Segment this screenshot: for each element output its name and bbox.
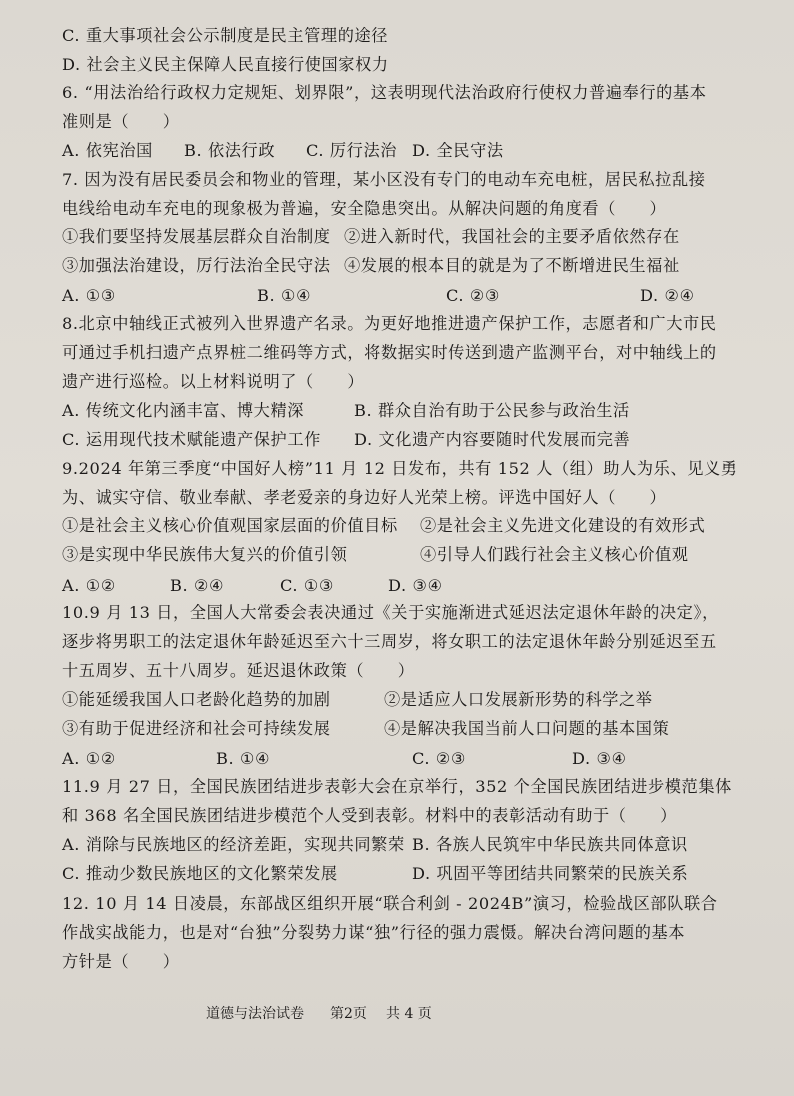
q5-option-d: D. 社会主义民主保障人民直接行使国家权力: [62, 55, 389, 74]
q7-item-1: ①我们要坚持发展基层群众自治制度: [62, 227, 331, 246]
q9-item-3: ③是实现中华民族伟大复兴的价值引领: [62, 545, 348, 564]
q8-stem-line1: 8.北京中轴线正式被列入世界遗产名录。为更好地推进遗产保护工作，志愿者和广大市民: [62, 314, 717, 333]
q9-option-b: B. ②④: [170, 576, 225, 595]
q11-option-a: A. 消除与民族地区的经济差距，实现共同繁荣: [62, 835, 405, 854]
q10-item-2: ②是适应人口发展新形势的科学之举: [384, 690, 653, 709]
q6-option-c: C. 厉行法治: [306, 141, 398, 160]
q10-option-c: C. ②③: [412, 749, 467, 768]
q7-stem-line1: 7. 因为没有居民委员会和物业的管理，某小区没有专门的电动车充电桩，居民私拉乱接: [62, 170, 706, 189]
q10-item-3: ③有助于促进经济和社会可持续发展: [62, 719, 331, 738]
q12-stem-line2: 作战实战能力，也是对“台独”分裂势力谋“独”行径的强力震慑。解决台湾问题的基本: [62, 923, 686, 942]
q8-option-c: C. 运用现代技术赋能遗产保护工作: [62, 430, 321, 449]
q6-option-d: D. 全民守法: [412, 141, 504, 160]
footer-page-number: 第2页: [330, 1006, 367, 1022]
q11-option-b: B. 各族人民筑牢中华民族共同体意识: [412, 835, 688, 854]
q10-item-1: ①能延缓我国人口老龄化趋势的加剧: [62, 690, 331, 709]
q7-option-b: B. ①④: [257, 286, 312, 305]
q8-option-a: A. 传统文化内涵丰富、博大精深: [62, 401, 305, 420]
q12-stem-line3: 方针是（ ）: [62, 952, 180, 971]
q6-stem-line2: 准则是（ ）: [62, 112, 180, 131]
q8-stem-line3: 遗产进行巡检。以上材料说明了（ ）: [62, 372, 365, 391]
q9-item-4: ④引导人们践行社会主义核心价值观: [420, 545, 689, 564]
q7-item-2: ②进入新时代，我国社会的主要矛盾依然存在: [344, 227, 680, 246]
q7-stem-line2: 电线给电动车充电的现象极为普遍，安全隐患突出。从解决问题的角度看（ ）: [62, 199, 667, 218]
q10-stem-line2: 逐步将男职工的法定退休年龄延迟至六十三周岁，将女职工的法定退休年龄分别延迟至五: [62, 632, 717, 651]
q5-option-c: C. 重大事项社会公示制度是民主管理的途径: [62, 26, 389, 45]
q11-stem-line1: 11.9 月 27 日，全国民族团结进步表彰大会在京举行，352 个全国民族团结进步模范集体: [62, 777, 732, 796]
q6-stem-line1: 6. “用法治给行政权力定规矩、划界限”，这表明现代法治政府行使权力普遍奉行的基本: [62, 83, 707, 102]
q7-option-d: D. ②④: [640, 286, 695, 305]
q12-stem-line1: 12. 10 月 14 日凌晨，东部战区组织开展“联合利剑 - 2024B”演习，检验战区部队联合: [62, 894, 718, 913]
q10-item-4: ④是解决我国当前人口问题的基本国策: [384, 719, 670, 738]
q9-option-d: D. ③④: [388, 576, 443, 595]
q9-option-c: C. ①③: [280, 576, 335, 595]
q10-option-a: A. ①②: [62, 749, 117, 768]
q8-stem-line2: 可通过手机扫遗产点界桩二维码等方式，将数据实时传送到遗产监测平台，对中轴线上的: [62, 343, 717, 362]
q11-stem-line2: 和 368 名全国民族团结进步模范个人受到表彰。材料中的表彰活动有助于（ ）: [62, 806, 677, 825]
footer-total-pages: 共 4 页: [386, 1006, 432, 1022]
q7-option-c: C. ②③: [446, 286, 501, 305]
q9-item-1: ①是社会主义核心价值观国家层面的价值目标: [62, 516, 398, 535]
q8-option-d: D. 文化遗产内容要随时代发展而完善: [354, 430, 631, 449]
q9-option-a: A. ①②: [62, 576, 117, 595]
q10-stem-line3: 十五周岁、五十八周岁。延迟退休政策（ ）: [62, 661, 415, 680]
q11-option-c: C. 推动少数民族地区的文化繁荣发展: [62, 864, 338, 883]
q10-option-b: B. ①④: [216, 749, 271, 768]
q10-option-d: D. ③④: [572, 749, 627, 768]
q7-option-a: A. ①③: [62, 286, 117, 305]
q7-item-4: ④发展的根本目的就是为了不断增进民生福祉: [344, 256, 680, 275]
q6-option-a: A. 依宪治国: [62, 141, 153, 160]
q10-stem-line1: 10.9 月 13 日，全国人大常委会表决通过《关于实施渐进式延迟法定退休年龄的决定》，: [62, 603, 719, 622]
q7-item-3: ③加强法治建设，厉行法治全民守法: [62, 256, 331, 275]
q9-stem-line1: 9.2024 年第三季度“中国好人榜”11 月 12 日发布，共有 152 人（组）助人为乐、见义勇: [62, 459, 738, 478]
q8-option-b: B. 群众自治有助于公民参与政治生活: [354, 401, 630, 420]
q6-option-b: B. 依法行政: [184, 141, 276, 160]
footer-subject: 道德与法治试卷: [206, 1006, 304, 1022]
q9-item-2: ②是社会主义先进文化建设的有效形式: [420, 516, 706, 535]
q11-option-d: D. 巩固平等团结共同繁荣的民族关系: [412, 864, 689, 883]
q9-stem-line2: 为、诚实守信、敬业奉献、孝老爱亲的身边好人光荣上榜。评选中国好人（ ）: [62, 488, 667, 507]
